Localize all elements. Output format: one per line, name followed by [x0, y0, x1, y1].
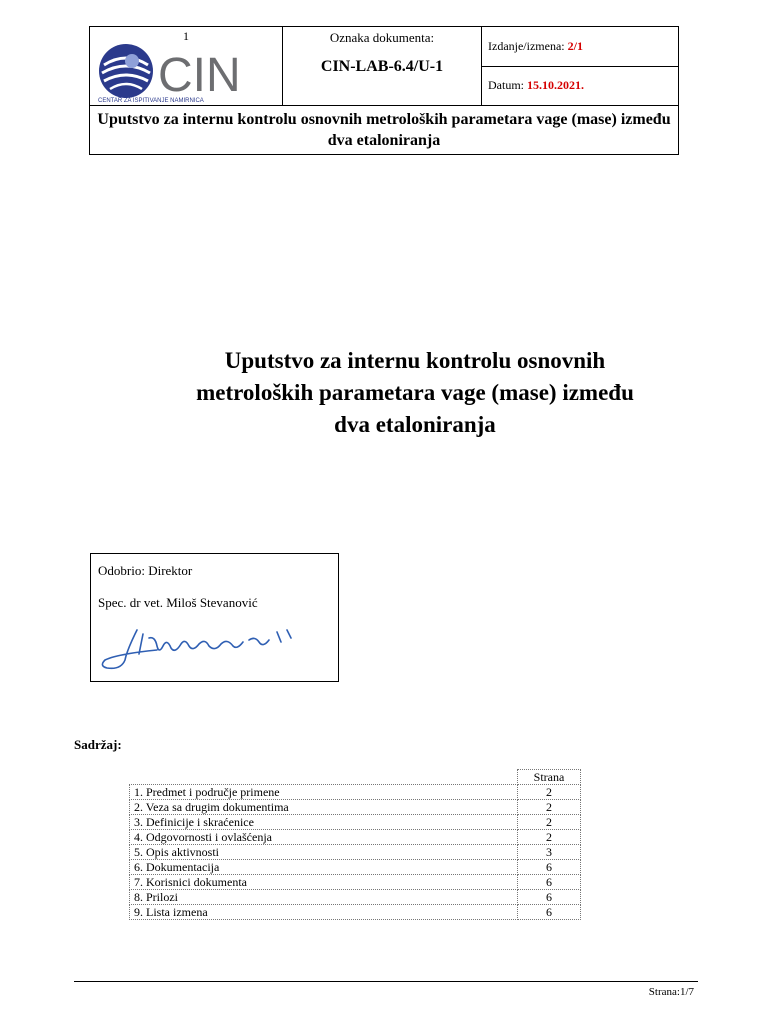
approval-name: Spec. dr vet. Miloš Stevanović — [98, 595, 258, 610]
toc-item-label: 3. Definicije i skraćenice — [130, 815, 518, 830]
toc-item-page: 6 — [518, 905, 581, 920]
toc-item-label: 1. Predmet i područje primene — [130, 785, 518, 800]
logo-globe-icon — [99, 44, 153, 98]
toc-item-page: 2 — [518, 800, 581, 815]
logo-text: CIN — [158, 49, 241, 102]
document-header — [89, 26, 679, 155]
toc-item-label: 4. Odgovornosti i ovlašćenja — [130, 830, 518, 845]
table-row — [130, 800, 581, 815]
footer-page-label: Strana:1/7 — [648, 986, 694, 998]
table-row — [130, 785, 581, 800]
table-row — [130, 905, 581, 920]
cin-logo — [96, 39, 276, 103]
date-value: 15.10.2021. — [527, 78, 584, 93]
toc-item-label: 9. Lista izmena — [130, 905, 518, 920]
table-row — [130, 860, 581, 875]
document-code-cell — [283, 27, 482, 106]
table-row — [130, 830, 581, 845]
toc-item-page: 3 — [518, 845, 581, 860]
header-title: Uputstvo za internu kontrolu osnovnih metroloških parametara vage (mase) između dva etaloniranja — [90, 106, 679, 155]
toc-item-label: 7. Korisnici dokumenta — [130, 875, 518, 890]
signature-icon — [97, 620, 317, 675]
header-page-number: 1 — [183, 29, 189, 43]
date-cell — [482, 66, 679, 106]
approval-box — [90, 553, 339, 682]
main-title-line-1: Uputstvo za internu kontrolu osnovnih — [224, 348, 606, 373]
toc-item-label: 6. Dokumentacija — [130, 860, 518, 875]
footer-divider — [74, 981, 698, 982]
toc-item-page: 2 — [518, 785, 581, 800]
toc-item-page: 2 — [518, 830, 581, 845]
toc-item-page: 6 — [518, 860, 581, 875]
edition-label: Izdanje/izmena: — [488, 38, 565, 53]
toc-item-page: 6 — [518, 890, 581, 905]
table-row — [130, 815, 581, 830]
approval-role: Odobrio: Direktor — [98, 563, 193, 578]
table-row — [130, 845, 581, 860]
toc-item-label: 8. Prilozi — [130, 890, 518, 905]
main-title-line-3: dva etaloniranja — [334, 412, 496, 437]
edition-value: 2/1 — [567, 38, 583, 53]
main-title — [120, 345, 710, 441]
contents-heading: Sadržaj: — [74, 737, 122, 752]
toc-item-page: 6 — [518, 875, 581, 890]
logo-subtitle: CENTAR ZA ISPITIVANJE NAMIRNICA — [98, 98, 204, 103]
logo-cell — [90, 27, 283, 106]
table-row — [130, 875, 581, 890]
toc-item-page: 2 — [518, 815, 581, 830]
table-of-contents — [129, 769, 581, 920]
toc-header-page: Strana — [518, 770, 581, 785]
toc-item-label: 5. Opis aktivnosti — [130, 845, 518, 860]
toc-header-empty — [130, 770, 518, 785]
table-row — [130, 890, 581, 905]
date-label: Datum: — [488, 78, 524, 93]
toc-item-label: 2. Veza sa drugim dokumentima — [130, 800, 518, 815]
edition-cell — [482, 27, 679, 67]
main-title-line-2: metroloških parametara vage (mase) između — [196, 380, 634, 405]
toc-header-row — [130, 770, 581, 785]
document-code-value: CIN-LAB-6.4/U-1 — [320, 58, 444, 75]
document-code-label: Oznaka dokumenta: — [329, 30, 435, 45]
